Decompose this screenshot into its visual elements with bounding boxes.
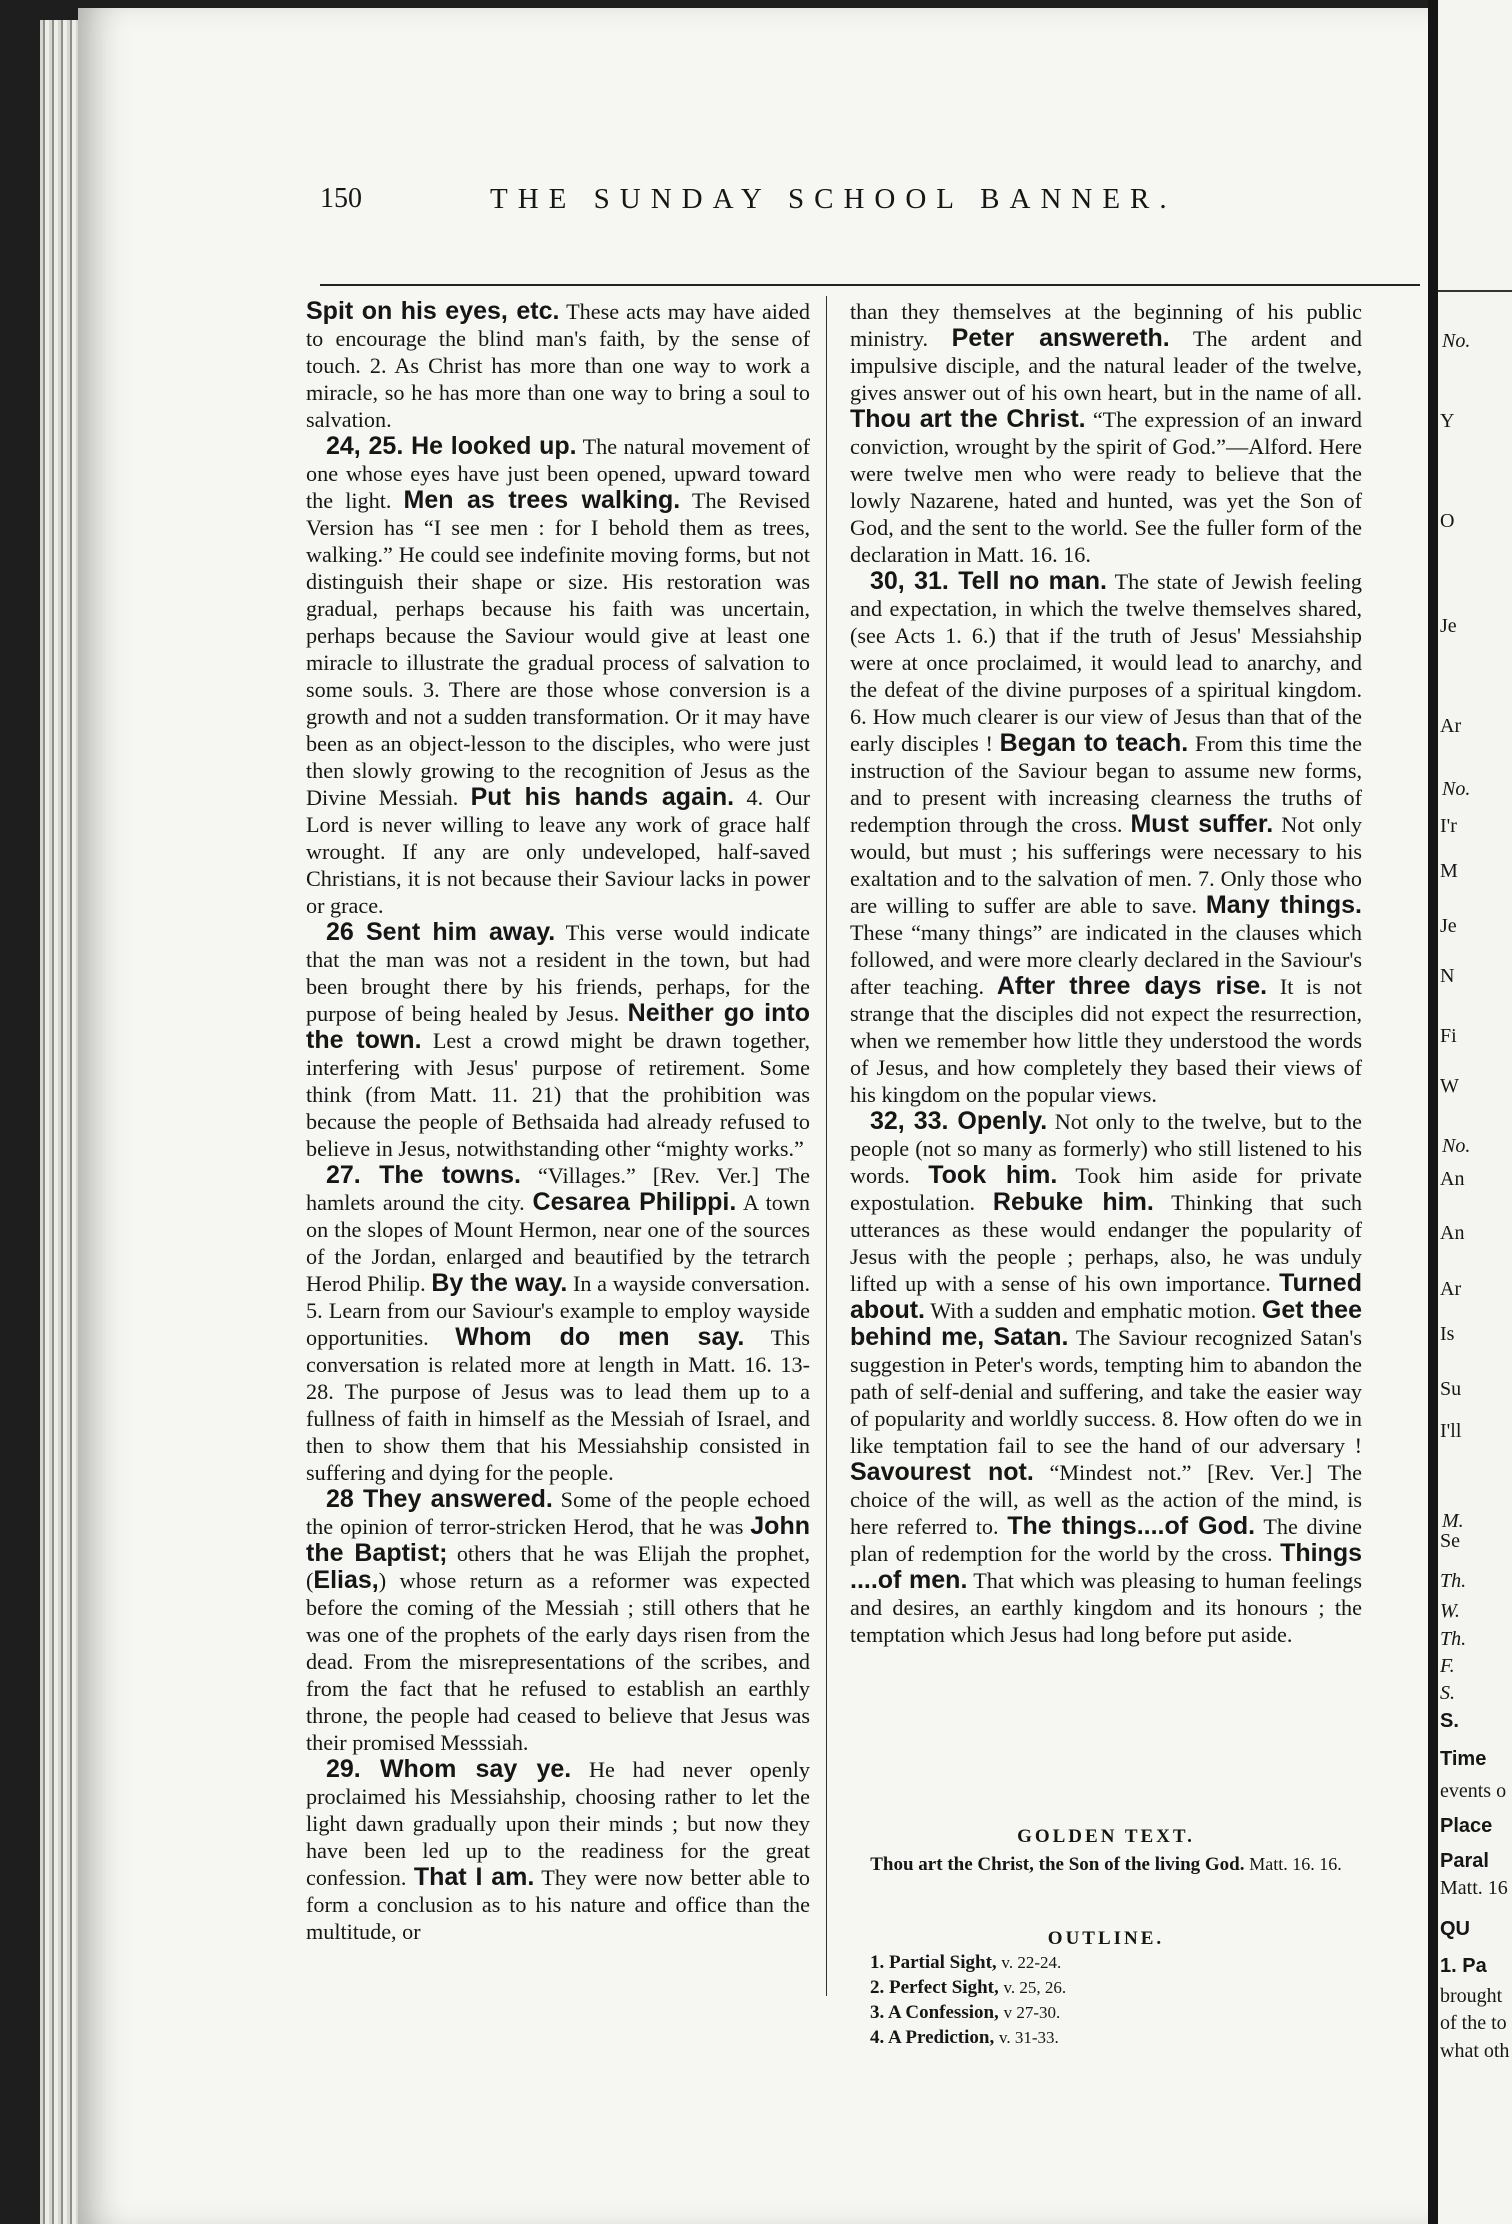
commentary-text: This conversation is related more at length in Matt. 16. 13-28. The purpose of Jesus was to lead them up to a fullness of faith in himself as the Messiah of Israel, and then to show them that his Messiahship consisted in suffering and dying for the people. (306, 1325, 811, 1485)
commentary-text: The ardent and impulsive disciple, and the natural leader of the twelve, gives answer out of his own heart, but in the name of all. (850, 326, 1362, 405)
paragraph (850, 568, 1362, 1108)
outline-verses: v. 25, 26. (1003, 1978, 1067, 1997)
paragraph (306, 298, 810, 433)
golden-text-title: GOLDEN TEXT. (1017, 1826, 1195, 1847)
commentary-text: From this time the instruction of the Saviour began to assume new forms, and to present with increasing clearness the truths of redemption through the cross. (850, 731, 1362, 837)
keyword-phrase: Cesarea Philippi. (532, 1188, 737, 1216)
paragraph (306, 1162, 810, 1486)
keyword-phrase: By the way. (431, 1269, 568, 1297)
next-page-fragment: No. (1442, 330, 1471, 352)
left-column (306, 298, 810, 1945)
commentary-text: ) whose return as a reformer was expected before the coming of the Messiah ; still others that he was one of the prophets of the early days risen from the dead. From the misrepresentations of the scribes, and from the fact that he refused to establish an earthly throne, the people had ceased to believe that Jesus was their promised Messsiah. (306, 1568, 810, 1755)
keyword-phrase: That I am. (413, 1863, 535, 1891)
next-page-rule (1438, 290, 1512, 292)
commentary-text: 4. Our Lord is never willing to leave any work of grace half wrought. If any are only undeveloped, half-saved Christians, it is not because their Saviour lacks in power or grace. (306, 785, 811, 918)
commentary-text: Some of the people echoed the opinion of terror-stricken Herod, that he was (306, 1487, 810, 1539)
next-page-fragment: An (1440, 1222, 1465, 1244)
commentary-text: Thinking that such utterances as these would endanger the popularity of Jesus with the people ; perhaps, also, he was unduly lifted up with a sense of his own importance. (850, 1190, 1363, 1296)
outline-label: A Prediction, (887, 2027, 999, 2048)
column-divider (826, 296, 827, 1996)
outline-label: Perfect Sight, (889, 1977, 1004, 1998)
paragraph (306, 1486, 810, 1756)
commentary-text: It is not strange that the disciples did not expect the resurrection, when we remember how little they understood the words of Jesus, and how completely they based their views of his kingdom on the popular views. (850, 974, 1362, 1107)
keyword-phrase: 24, 25. He looked up. (326, 432, 577, 460)
book-gutter (1428, 0, 1438, 2224)
next-page-fragment: An (1440, 1168, 1465, 1190)
next-page-fragment: Matt. 16 (1440, 1877, 1508, 1899)
running-title: THE SUNDAY SCHOOL BANNER. (490, 183, 1177, 215)
next-page-fragment: Th. (1440, 1570, 1467, 1592)
outline-item (870, 2025, 1362, 2050)
header-rule (320, 284, 1420, 286)
outline-item (870, 1975, 1362, 2000)
next-page-fragment: Je (1440, 615, 1457, 637)
keyword-phrase: Turned about. (850, 1269, 1362, 1324)
keyword-phrase: 28 They answered. (326, 1485, 553, 1513)
commentary-text: They were now better able to form a conclusion as to his nature and office than the multitude, or (306, 1865, 810, 1944)
paragraph (306, 1756, 810, 1945)
paragraph (850, 1108, 1362, 1648)
next-page-fragment: of the to (1440, 2012, 1507, 2034)
commentary-text: Not only would, but must ; his sufferings were necessary to his exaltation and to the salvation of men. 7. Only those who are willing to suffer are able to save. (850, 812, 1362, 918)
next-page-fragment: Th. (1440, 1628, 1467, 1650)
commentary-text: He had never openly proclaimed his Messiahship, choosing rather to let the light dawn gradually upon their minds ; but now they have been led up to the readiness for the great confession. (306, 1757, 810, 1890)
keyword-phrase: Must suffer. (1130, 810, 1274, 838)
keyword-phrase: Whom do men say. (455, 1323, 745, 1351)
keyword-phrase: Put his hands again. (470, 783, 735, 811)
outline-number: 3. (870, 2002, 888, 2023)
golden-text-verse: Thou art the Christ, the Son of the living God. (870, 1854, 1245, 1875)
keyword-phrase: 29. Whom say ye. (326, 1755, 572, 1783)
commentary-text: than they themselves at the beginning of his public ministry. (850, 299, 1362, 351)
next-page-fragment: O (1440, 510, 1455, 532)
next-page-fragment: F. (1440, 1655, 1455, 1677)
next-page-fragment: I'r (1440, 815, 1457, 837)
next-page-fragment: No. (1442, 1135, 1471, 1157)
next-page-fragment: Je (1440, 915, 1457, 937)
next-page-fragment: brought (1440, 1985, 1503, 2007)
next-page-fragment: M. (1442, 1510, 1464, 1532)
keyword-phrase: Many things. (1205, 891, 1362, 919)
next-page-fragment: 1. Pa (1440, 1955, 1487, 1977)
outline (850, 1928, 1362, 2050)
next-page-fragment: Place (1440, 1815, 1493, 1837)
commentary-text: In a wayside conversation. 5. Learn from our Saviour's example to employ wayside opportunities. (306, 1271, 811, 1350)
commentary-text: A town on the slopes of Mount Hermon, near one of the sources of the Jordan, enlarged and beautified by the tetrarch Herod Philip. (306, 1190, 810, 1296)
next-page-fragment: S. (1440, 1710, 1459, 1732)
outline-number: 4. (870, 2027, 888, 2048)
golden-text-body (850, 1854, 1362, 1876)
commentary-text: The divine plan of redemption for the world by the cross. (850, 1514, 1362, 1566)
commentary-text: This verse would indicate that the man was not a resident in the town, but had been brought there by his friends, perhaps, for the purpose of being healed by Jesus. (306, 920, 810, 1026)
outline-title: OUTLINE. (1047, 1928, 1165, 1949)
commentary-text: others that he was Elijah the prophet, ( (306, 1541, 811, 1593)
next-page-fragment: Is (1440, 1323, 1455, 1345)
keyword-phrase: Neither go into the town. (306, 999, 810, 1054)
keyword-phrase: The things....of God. (1007, 1512, 1256, 1540)
keyword-phrase: 30, 31. Tell no man. (870, 567, 1108, 595)
commentary-text: “The expression of an inward conviction, wrought by the spirit of God.”—Alford. Here were twelve men who were ready to believe that the lowly Nazarene, hated and hunted, was yet the Son of God, and the sent to the world. See the fuller form of the declaration in Matt. 16. 16. (850, 407, 1362, 567)
next-page-fragment: Se (1440, 1530, 1460, 1552)
next-page-fragment: Su (1440, 1378, 1462, 1400)
keyword-phrase: Savourest not. (850, 1458, 1034, 1486)
commentary-text: Not only to the twelve, but to the people (not so many as formerly) who still listened to his words. (850, 1109, 1363, 1188)
next-page-fragment: I'll (1440, 1420, 1462, 1442)
commentary-text: “Mindest not.” [Rev. Ver.] The choice of the will, as well as the action of the mind, is here referred to. (850, 1460, 1362, 1539)
commentary-text: The natural movement of one whose eyes have just been opened, upward toward the light. (306, 434, 810, 513)
outline-label: A Confession, (887, 2002, 1004, 2023)
golden-text (850, 1826, 1362, 1876)
next-page-fragment: No. (1442, 778, 1471, 800)
keyword-phrase: Spit on his eyes, etc. (306, 297, 560, 325)
paragraph (850, 298, 1362, 568)
outline-item (870, 2000, 1362, 2025)
keyword-phrase: John the Baptist; (306, 1512, 810, 1567)
commentary-text: The Revised Version has “I see men : for I behold them as trees, walking.” He could see indefinite moving forms, but not distinguish their shape or size. His restoration was gradual, perhaps because his faith was uncertain, perhaps because the Saviour would give at least one miracle to illustrate the gradual process of salvation to some souls. 3. There are those whose conversion is a growth and not a sudden transformation. Or it may have been as an object-lesson to the disciples, who were just then slowly growing to the recognition of Jesus as the Divine Messiah. (306, 488, 811, 810)
keyword-phrase: Peter answereth. (951, 324, 1170, 352)
paragraph (306, 433, 810, 919)
commentary-text: “Villages.” [Rev. Ver.] The hamlets around the city. (306, 1163, 810, 1215)
commentary-text: Lest a crowd might be drawn together, interfering with Jesus' purpose of retirement. Some think (from Matt. 11. 21) that the prohibition was because the people of Bethsaida had already refused to believe in Jesus, notwithstanding other “mighty works.” (306, 1028, 810, 1161)
next-page-fragment: Time (1440, 1748, 1487, 1770)
next-page-fragment: M (1440, 860, 1458, 882)
keyword-phrase: Men as trees walking. (403, 486, 681, 514)
outline-verses: v 27-30. (1003, 2003, 1061, 2022)
commentary-text: The Saviour recognized Satan's suggestion in Peter's words, tempting him to abandon the path of self-denial and suffering, and take the easier way of popularity and worldly success. 8. How often do we in like temptation fail to see the hand of our adversary ! (850, 1325, 1362, 1458)
next-page-fragment: Y (1440, 410, 1455, 432)
keyword-phrase: After three days rise. (996, 972, 1268, 1000)
outline-number: 2. (870, 1977, 889, 1998)
commentary-text: With a sudden and emphatic motion. (925, 1298, 1262, 1323)
golden-text-ref: Matt. 16. 16. (1249, 1854, 1342, 1874)
commentary-text: These acts may have aided to encourage the blind man's faith, by the sense of touch. 2. As Christ has more than one way to work a miracle, so he has more than one way to bring a soul to salvation. (306, 299, 810, 432)
commentary-text: These “many things” are indicated in the clauses which followed, and were more clearly declared in the Saviour's after teaching. (850, 920, 1362, 999)
right-column (850, 298, 1362, 1648)
next-page-fragment: Paral (1440, 1850, 1489, 1872)
keyword-phrase: 26 Sent him away. (326, 918, 556, 946)
keyword-phrase: 27. The towns. (326, 1161, 522, 1189)
keyword-phrase: Took him. (928, 1161, 1058, 1189)
commentary-text: That which was pleasing to human feelings and desires, an earthly kingdom and its honours ; the temptation which Jesus had long before put aside. (850, 1568, 1362, 1647)
outline-verses: v. 31-33. (998, 2028, 1059, 2047)
next-page-fragment: N (1440, 965, 1455, 987)
paragraph (306, 919, 810, 1162)
keyword-phrase: 32, 33. Openly. (870, 1107, 1048, 1135)
next-page-fragment: Ar (1440, 715, 1462, 737)
commentary-text: Took him aside for private expostulation. (850, 1163, 1363, 1215)
page-number: 150 (320, 183, 362, 214)
next-page-edge (1438, 0, 1512, 2224)
next-page-fragment: W. (1440, 1600, 1460, 1622)
keyword-phrase: Rebuke him. (992, 1188, 1154, 1216)
next-page-fragment: S. (1440, 1682, 1455, 1704)
next-page-fragment: Ar (1440, 1278, 1462, 1300)
commentary-text: The state of Jewish feeling and expectation, in which the twelve themselves shared, (see Acts 1. 6.) that if the truth of Jesus' Messiahship were at once proclaimed, it would lead to anarchy, and the defeat of the divine purposes of a spiritual kingdom. 6. How much clearer is our view of Jesus than that of the early disciples ! (850, 569, 1362, 756)
outline-label: Partial Sight, (889, 1952, 1002, 1973)
next-page-fragment: QU (1440, 1918, 1470, 1940)
keyword-phrase: Things ....of men. (850, 1539, 1362, 1594)
keyword-phrase: Get thee behind me, Satan. (850, 1296, 1362, 1351)
next-page-fragment: Fi (1440, 1025, 1457, 1047)
keyword-phrase: Thou art the Christ. (850, 405, 1086, 433)
next-page-fragment: what oth (1440, 2040, 1510, 2062)
outline-number: 1. (870, 1952, 889, 1973)
keyword-phrase: Elias, (313, 1566, 379, 1594)
keyword-phrase: Began to teach. (999, 729, 1189, 757)
page-header (320, 183, 1410, 223)
outline-verses: v. 22-24. (1001, 1953, 1062, 1972)
next-page-fragment: W (1440, 1075, 1459, 1097)
next-page-fragment: events o (1440, 1780, 1507, 1802)
outline-item (870, 1950, 1362, 1975)
